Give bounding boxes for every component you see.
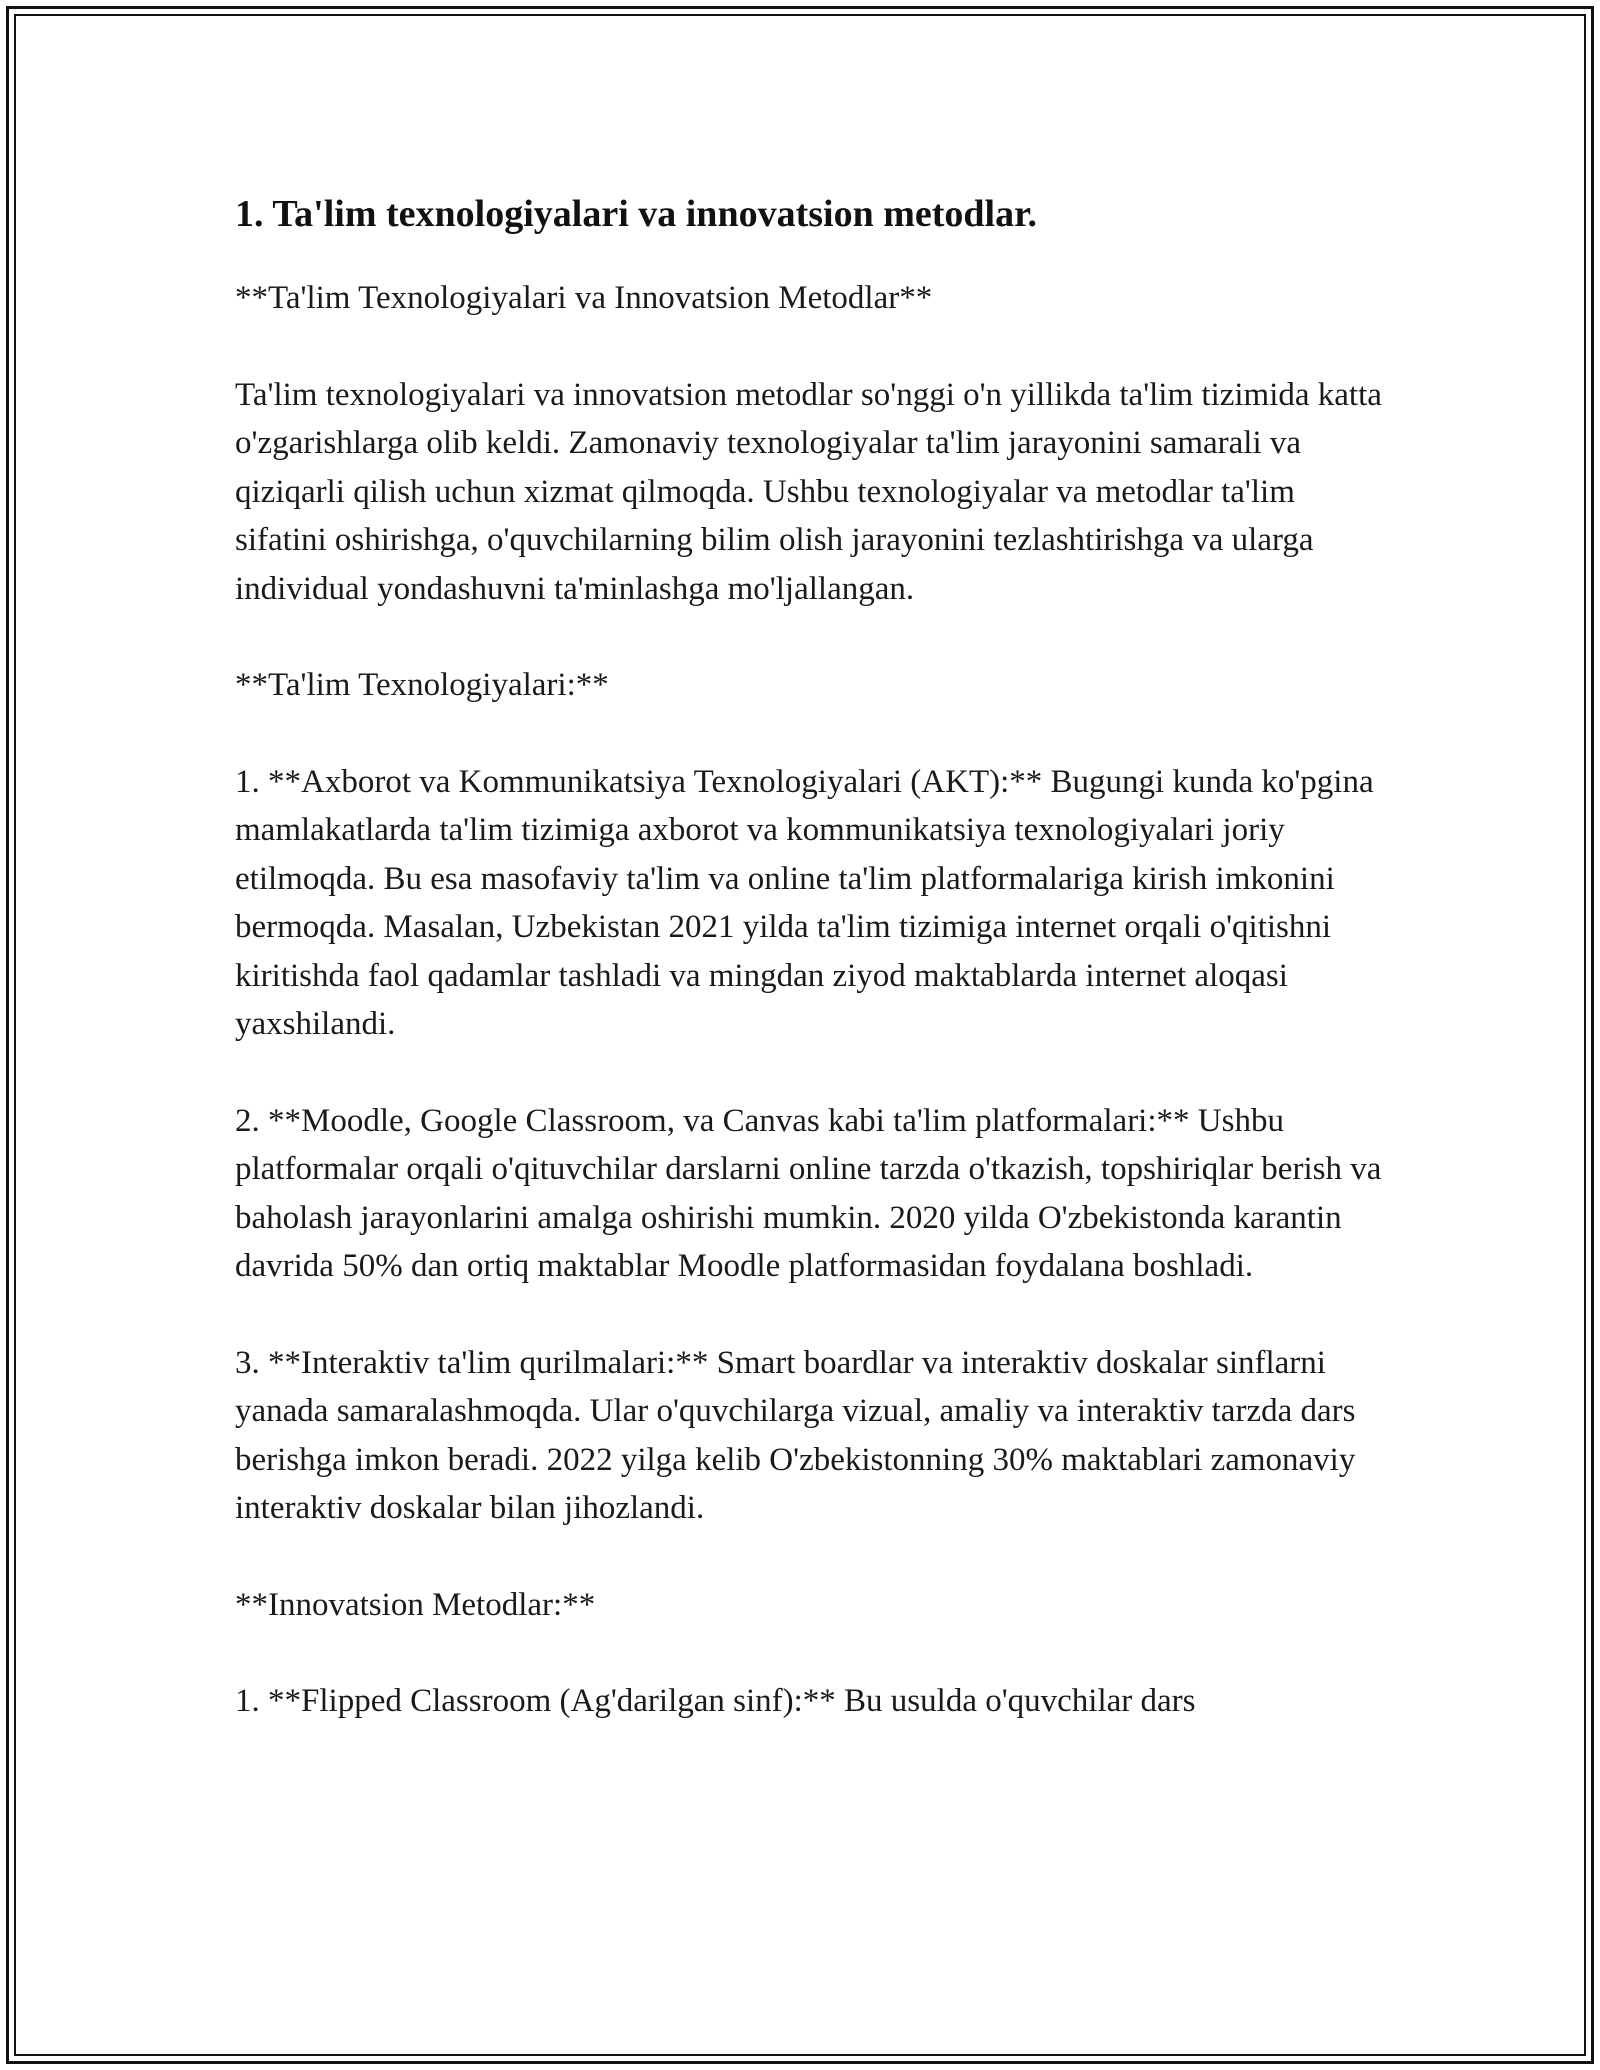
list-item-akt: 1. **Axborot va Kommunikatsiya Texnologiyalari (AKT):** Bugungi kunda ko'pgina mamlakatlarda ta'lim tizimiga axborot va kommunikatsiya texnologiyalari joriy etilmoqda. Bu esa masofaviy ta'lim va online ta'lim platformalariga kirish imkonini bermoqda. Masalan, Uzbekistan 2021 yilda ta'lim tizimiga internet orqali o'qitishni kiritishda faol qadamlar tashladi va mingdan ziyod maktablarda internet aloqasi yaxshilandi. [235, 763, 1374, 1042]
list-item-interactive-devices: 3. **Interaktiv ta'lim qurilmalari:** Smart boardlar va interaktiv doskalar sinflarni yanada samaralashmoqda. Ular o'quvchilarga vizual, amaliy va interaktiv tarzda dars berishga imkon beradi. 2022 yilga kelib O'zbekistonning 30% maktablari zamonaviy interaktiv doskalar bilan jihozlandi. [235, 1344, 1356, 1526]
subtitle-paragraph: **Ta'lim Texnologiyalari va Innovatsion Metodlar** [235, 280, 933, 316]
intro-paragraph: Ta'lim texnologiyalari va innovatsion metodlar so'nggi o'n yillikda ta'lim tizimida katta o'zgarishlarga olib keldi. Zamonaviy texnologiyalar ta'lim jarayonini samarali va qiziqarli qilish uchun xizmat qilmoqda. Ushbu texnologiyalar va metodlar ta'lim sifatini oshirishga, o'quvchilarning bilim olish jarayonini tezlashtirishga va ularga individual yondashuvni ta'minlashga mo'ljallangan. [235, 376, 1382, 607]
list-item-platforms: 2. **Moodle, Google Classroom, va Canvas kabi ta'lim platformalari:** Ushbu platformalar orqali o'qituvchilar darslarni online tarzda o'tkazish, topshiriqlar berish va baholash jarayonlarini amalga oshirishi mumkin. 2020 yilda O'zbekistonda karantin davrida 50% dan ortiq maktablar Moodle platformasidan foydalana boshladi. [235, 1102, 1382, 1284]
technologies-subheading: **Ta'lim Texnologiyalari:** [235, 667, 609, 703]
methods-subheading: **Innovatsion Metodlar:** [235, 1586, 596, 1623]
list-item-flipped-classroom: 1. **Flipped Classroom (Ag'darilgan sinf):** Bu usulda o'quvchilar dars [235, 1683, 1196, 1719]
section-heading: 1. Ta'lim texnologiyalari va innovatsion metodlar. [235, 193, 1037, 235]
document-body [235, 190, 1385, 1726]
